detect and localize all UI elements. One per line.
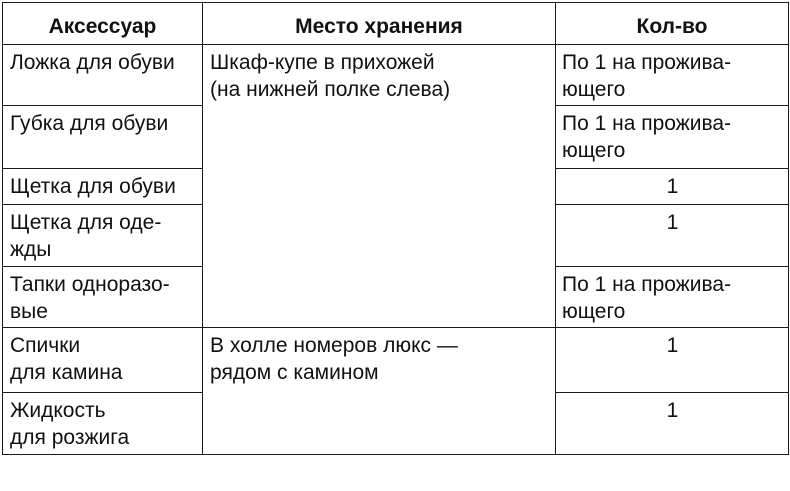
item-cell [3,393,203,455]
item-name: Спички для камина [10,334,123,384]
item-cell [3,106,203,169]
table-row [3,328,789,393]
item-cell [3,205,203,267]
qty-cell [556,169,789,205]
item-cell [3,267,203,328]
qty-cell [556,205,789,267]
table-row [3,45,789,106]
header-storage-place: Место хранения [203,3,556,45]
item-name: Жидкость для розжига [10,399,130,449]
location-cell [203,45,556,328]
item-cell [3,169,203,205]
quantity-value: По 1 на прожива- ющего [562,273,732,323]
item-name: Ложка для обуви [10,51,175,74]
qty-cell [556,393,789,455]
location-cell [203,328,556,455]
quantity-value: По 1 на прожива- ющего [562,51,732,101]
header-accessory: Аксессуар [3,3,203,45]
item-name: Щетка для оде- жды [10,211,162,261]
header-quantity: Кол-во [556,3,789,45]
quantity-value: 1 [666,399,679,422]
qty-cell [556,106,789,169]
accessories-table [2,2,789,455]
quantity-value: 1 [666,211,679,234]
item-name: Тапки одноразо- вые [10,273,170,323]
item-cell [3,45,203,106]
item-cell [3,328,203,393]
quantity-value: 1 [666,175,679,198]
quantity-value: По 1 на прожива- ющего [562,112,732,162]
item-name: Губка для обуви [10,112,169,135]
item-name: Щетка для обуви [10,175,176,198]
storage-location: Шкаф-купе в прихожей (на нижней полке слева) [210,51,451,101]
storage-location: В холле номеров люкс — рядом с камином [210,334,458,384]
quantity-value: 1 [666,334,679,357]
qty-cell [556,267,789,328]
qty-cell [556,45,789,106]
header-row [3,3,789,45]
qty-cell [556,328,789,393]
